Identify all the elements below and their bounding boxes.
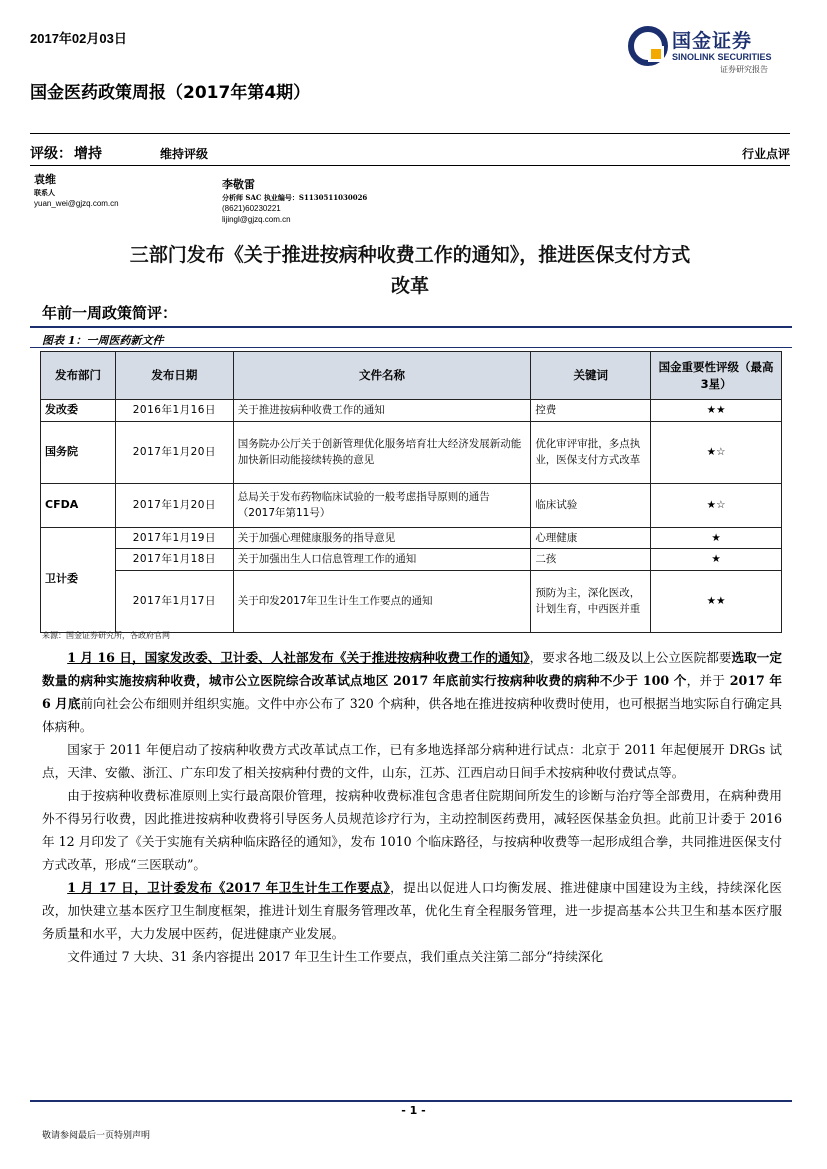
dept-cell: 国务院 (41, 421, 116, 483)
date-cell: 2017年1月20日 (115, 483, 233, 527)
paragraph: 文件通过 7 大块、31 条内容提出 2017 年卫生计生工作要点，我们重点关注第二部分“持续深化 (67, 949, 604, 964)
keyword-cell: 二孩 (531, 549, 651, 571)
logo-mark-icon (628, 26, 668, 66)
logo-name-cn: 国金证券 (672, 30, 753, 52)
analyst-email[interactable]: lijingl@gjzq.com.cn (222, 215, 291, 224)
dept-cell: 发改委 (41, 400, 116, 422)
headline-line-1: 三部门发布《关于推进按病种收费工作的通知》，推进医保支付方式 (129, 244, 691, 266)
logo-name-en: SINOLINK SECURITIES (672, 52, 772, 62)
date-cell: 2017年1月17日 (115, 570, 233, 632)
stars-cell: ★★ (651, 400, 782, 422)
highlight-bold: 2017 年 6 月底 (42, 673, 782, 711)
paragraph (42, 876, 782, 945)
stars-cell: ★☆ (651, 421, 782, 483)
keyword-cell: 控费 (531, 400, 651, 422)
keyword-cell: 心理健康 (531, 527, 651, 549)
analyst-name: 李敬雷 (222, 178, 255, 191)
text-run: ，要求各地二级及以上公立医院都要 (529, 650, 732, 665)
highlight-underline: 1 月 17 日，卫计委发布《2017 年卫生计生工作要点》 (67, 880, 391, 895)
rating-maintain: 维持评级 (160, 147, 209, 161)
rating-value: 增持 (74, 146, 102, 162)
text-run: ，并于 (686, 673, 726, 688)
keyword-cell: 优化审评审批，多点执业，医保支付方式改革 (531, 421, 651, 483)
section-divider (30, 326, 792, 328)
stars-cell: ★ (651, 527, 782, 549)
body-text (42, 646, 782, 968)
doc-cell: 关于推进按病种收费工作的通知 (233, 400, 531, 422)
column-header: 国金重要性评级（最高3星） (651, 352, 782, 400)
figure-divider (30, 347, 792, 348)
analyst-phone: (8621)60230221 (222, 204, 281, 213)
report-type: 行业点评 (741, 147, 790, 161)
column-header: 发布日期 (115, 352, 233, 400)
keyword-cell: 临床试验 (531, 483, 651, 527)
column-header: 文件名称 (233, 352, 531, 400)
doc-cell: 国务院办公厅关于创新管理优化服务培育壮大经济发展新动能加快新旧动能接续转换的意见 (233, 421, 531, 483)
analyst-2 (222, 178, 367, 225)
keyword-cell: 预防为主，深化医改，计划生育，中西医并重 (531, 570, 651, 632)
paragraph: 国家于 2011 年便启动了按病种收费方式改革试点工作，已有多地选择部分病种进行试点：北京于 2011 年起便展开 DRGs 试点，天津、安徽、浙江、广东印发了相关按病种付费的文件，山东，江苏、江西启动日间手术按病种收付费试点等。 (42, 742, 782, 780)
column-header: 关键词 (531, 352, 651, 400)
table-row (41, 400, 782, 422)
analyst-role: 分析师 SAC 执业编号：S1130511030026 (222, 193, 368, 202)
table-row (41, 570, 782, 632)
analyst-name: 袁维 (34, 173, 56, 186)
section-title: 年前一周政策简评： (42, 304, 178, 322)
headline (30, 240, 790, 302)
report-title: 国金医药政策周报（2017年第4期） (30, 83, 311, 103)
analyst-role: 联系人 (34, 188, 55, 197)
table-row (41, 483, 782, 527)
headline-line-2: 改革 (390, 275, 429, 297)
policy-table (40, 351, 782, 633)
logo-subtitle: 证券研究报告 (720, 65, 768, 74)
analyst-email[interactable]: yuan_wei@gjzq.com.cn (34, 199, 119, 208)
doc-cell: 关于印发2017年卫生计生工作要点的通知 (233, 570, 531, 632)
figure-title: 图表 1：一周医药新文件 (42, 334, 164, 347)
date-cell: 2016年1月16日 (115, 400, 233, 422)
stars-cell: ★☆ (651, 483, 782, 527)
report-date: 2017年02月03日 (30, 31, 127, 46)
stars-cell: ★★ (651, 570, 782, 632)
doc-cell: 关于加强心理健康服务的指导意见 (233, 527, 531, 549)
table-row (41, 421, 782, 483)
column-header: 发布部门 (41, 352, 116, 400)
text-run: 前向社会公布细则并组织实施。文件中亦公布了 320 个病种，供各地在推进按病种收费时使用，也可根据当地实际自行确定具体病种。 (42, 696, 782, 734)
table-row (41, 549, 782, 571)
company-logo (628, 22, 798, 78)
stars-cell: ★ (651, 549, 782, 571)
analyst-1 (34, 173, 119, 209)
rating-divider (30, 165, 790, 166)
header-divider (30, 133, 790, 134)
table-source: 来源：国金证券研究所，各政府官网 (42, 631, 170, 640)
doc-cell: 总局关于发布药物临床试验的一般考虑指导原则的通告（2017年第11号） (233, 483, 531, 527)
date-cell: 2017年1月20日 (115, 421, 233, 483)
rating-label: 评级： (30, 146, 72, 162)
date-cell: 2017年1月18日 (115, 549, 233, 571)
paragraph: 由于按病种收费标准原则上实行最高限价管理，按病种收费标准包含患者住院期间所发生的诊断与治疗等全部费用，在病种费用外不得另行收费，因此推进按病种收费将引导医务人员规范诊疗行为，主动控制医药费用，减轻医保基金负担。此前卫计委于 2016 年 12 月印发了《关于实施有关病种临床路径的通知》，发布 1010 个临床路径，与按病种收费等一起形成组合拳，共同推进医保支付方式改革，形成“三医联动”。 (42, 788, 782, 872)
text-run: ，提出以促进人口均衡发展、推进健康中国建设为主线，持续深化医改，加快建立基本医疗卫生制度框架，推进计划生育服务管理改革，优化生育全程服务管理，进一步提高基本公共卫生和基本医疗服务质量和水平，大力发展中医药，促进健康产业发展。 (42, 880, 783, 941)
highlight-bold: 选取一定数量的病种实施按病种收费，城市公立医院综合改革试点地区 2017 年底前实行按病种收费的病种不少于 100 个 (42, 650, 783, 688)
table-header-row (41, 352, 782, 400)
highlight-underline: 1 月 16 日，国家发改委、卫计委、人社部发布《关于推进按病种收费工作的通知》 (67, 650, 530, 665)
paragraph (42, 646, 782, 738)
dept-cell: CFDA (41, 483, 116, 527)
rating (30, 143, 102, 163)
page-number: - 1 - (401, 1104, 426, 1117)
disclaimer: 敬请参阅最后一页特别声明 (42, 1131, 151, 1141)
date-cell: 2017年1月19日 (115, 527, 233, 549)
footer-divider (30, 1100, 792, 1102)
dept-cell: 卫计委 (41, 527, 116, 632)
doc-cell: 关于加强出生人口信息管理工作的通知 (233, 549, 531, 571)
table-row (41, 527, 782, 549)
